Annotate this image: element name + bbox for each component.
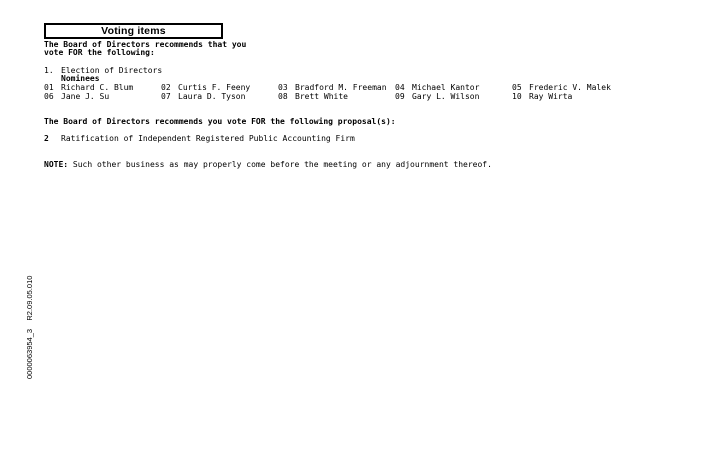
nominee-number: 02 — [161, 83, 171, 92]
nominee-name: Jane J. Su — [61, 92, 110, 101]
nominee-number: 09 — [395, 92, 405, 101]
nominee-name: Brett White — [295, 92, 348, 101]
nominee-name: Frederic V. Malek — [529, 83, 611, 92]
nominee-08 — [278, 92, 348, 101]
nominee-name: Richard C. Blum — [61, 83, 134, 92]
nominee-name: Curtis F. Feeny — [178, 83, 251, 92]
nominee-01 — [44, 83, 133, 92]
nominee-07 — [161, 92, 245, 101]
nominee-number: 05 — [512, 83, 522, 92]
note-text: Such other business as may properly come before the meeting or any adjournment thereof. — [68, 160, 492, 169]
nominee-name: Ray Wirta — [529, 92, 573, 101]
voting-items-title: Voting items — [101, 25, 166, 37]
nominee-03 — [278, 83, 387, 92]
nominee-number: 03 — [278, 83, 288, 92]
side-code-text: 0000063954_3 R2.09.05.010 — [25, 275, 34, 379]
nominee-number: 08 — [278, 92, 288, 101]
nominee-05 — [512, 83, 611, 92]
nominee-name: Bradford M. Freeman — [295, 83, 387, 92]
nominees-label: Nominees — [61, 74, 100, 83]
nominee-06 — [44, 92, 109, 101]
nominee-name: Gary L. Wilson — [412, 92, 480, 101]
note-label: NOTE: — [44, 160, 69, 169]
nominee-name: Laura D. Tyson — [178, 92, 246, 101]
item1-title: Election of Directors — [61, 66, 163, 75]
nominee-number: 01 — [44, 83, 54, 92]
nominee-02 — [161, 83, 250, 92]
nominee-10 — [512, 92, 572, 101]
nominee-number: 07 — [161, 92, 171, 101]
proposals-heading: The Board of Directors recommends you vote FOR the following proposal(s): — [44, 117, 396, 126]
nominee-number: 06 — [44, 92, 54, 101]
item1-number: 1. — [44, 66, 54, 75]
nominee-09 — [395, 92, 479, 101]
nominee-number: 04 — [395, 83, 405, 92]
nominee-name: Michael Kantor — [412, 83, 480, 92]
voting-items-header — [44, 23, 223, 39]
nominee-04 — [395, 83, 479, 92]
nominee-number: 10 — [512, 92, 522, 101]
item2-number: 2 — [44, 134, 49, 143]
item2-title: Ratification of Independent Registered Public Accounting Firm — [61, 134, 355, 143]
board-recommendation-line2: vote FOR the following: — [44, 48, 155, 57]
note-line — [44, 160, 492, 169]
board-recommendation-line1: The Board of Directors recommends that you — [44, 40, 247, 49]
side-code — [25, 275, 34, 379]
